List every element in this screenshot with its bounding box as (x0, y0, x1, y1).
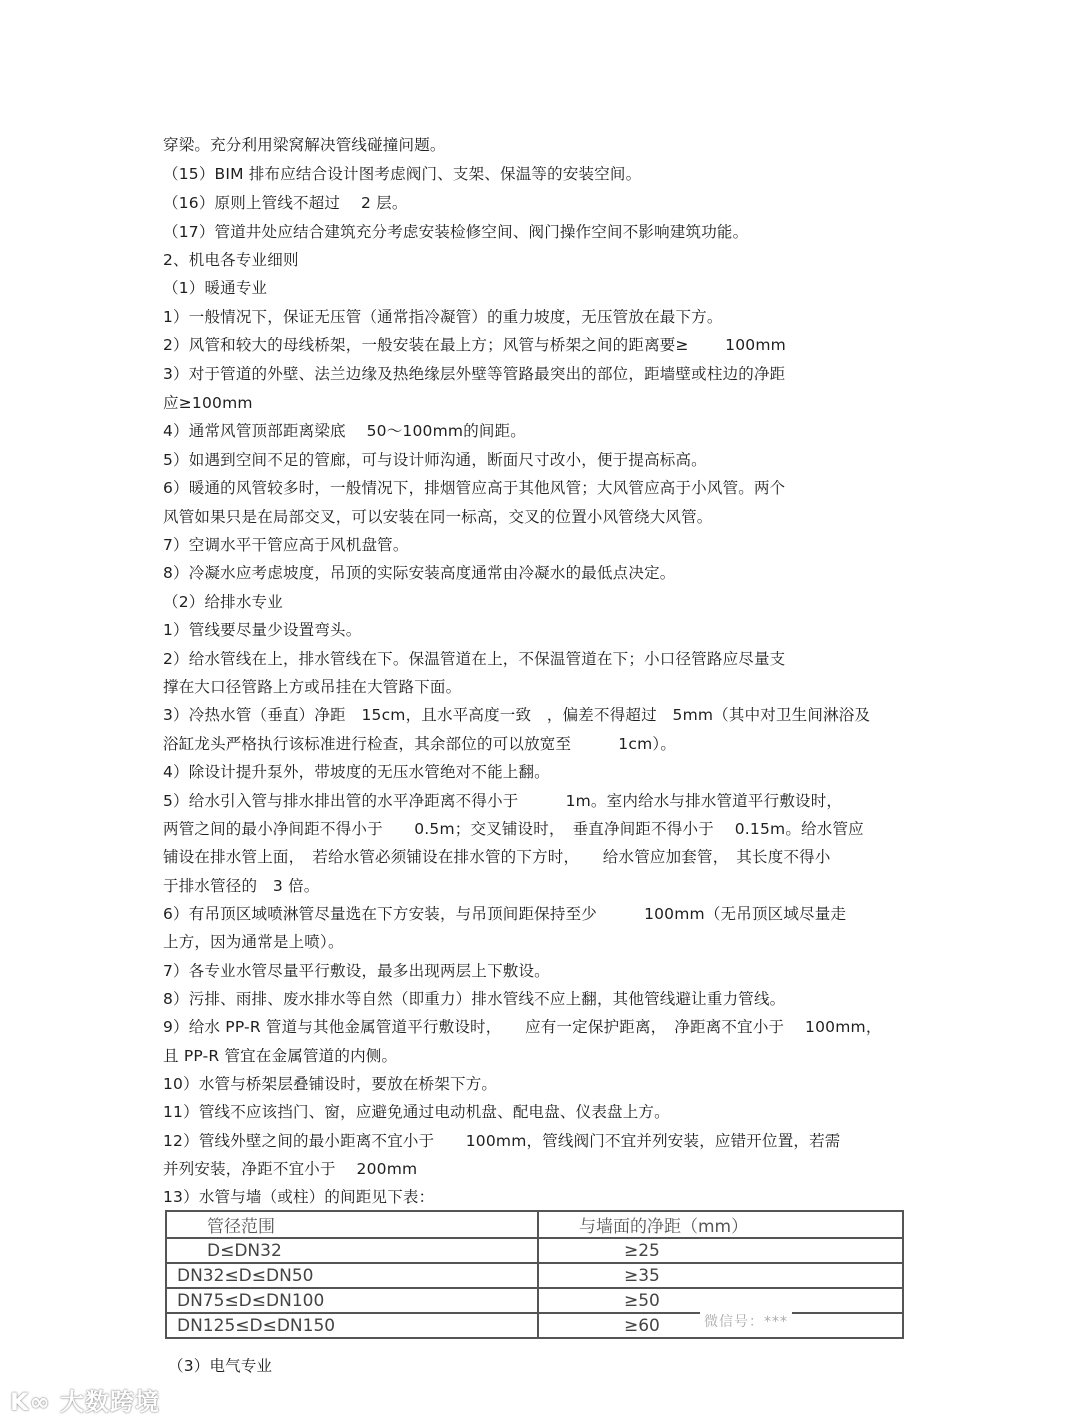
text-line: 且 PP-R 管宜在金属管道的内侧。 (163, 1047, 398, 1065)
text-line: 7）空调水平干管应高于风机盘管。 (163, 536, 409, 554)
text-line: 应≥100mm (163, 394, 253, 412)
text-line: 4）除设计提升泵外，带坡度的无压水管绝对不能上翻。 (163, 763, 550, 781)
text-line: 撑在大口径管路上方或吊挂在大管路下面。 (163, 678, 462, 696)
cell-range: D≤DN32 (166, 1238, 538, 1263)
cell-clearance: ≥35 (538, 1263, 903, 1288)
table-header-row (166, 1211, 903, 1238)
text-line: 4）通常风管顶部距离梁底 50～100mm的间距。 (163, 422, 526, 440)
text-line: 两管之间的最小净间距不得小于 0.5m；交叉铺设时， 垂直净间距不得小于 0.15m。给水管应 (163, 820, 864, 838)
cell-range: DN32≤D≤DN50 (166, 1263, 538, 1288)
text-line: 5）如遇到空间不足的管廊，可与设计师沟通，断面尺寸改小，便于提高标高。 (163, 451, 707, 469)
cell-range: DN125≤D≤DN150 (166, 1313, 538, 1338)
text-line: 2）风管和较大的母线桥架，一般安装在最上方；风管与桥架之间的距离要≥ 100mm (163, 336, 786, 354)
text-line: 11）管线不应该挡门、窗，应避免通过电动机盘、配电盘、仪表盘上方。 (163, 1103, 670, 1121)
text-line: 1）一般情况下，保证无压管（通常指冷凝管）的重力坡度，无压管放在最下方。 (163, 308, 723, 326)
text-line: 风管如果只是在局部交叉，可以安装在同一标高，交叉的位置小风管绕大风管。 (163, 508, 713, 526)
wechat-watermark: 微信号：*** (700, 1311, 792, 1331)
table-row (166, 1288, 903, 1313)
cell-clearance: ≥60 (538, 1313, 903, 1338)
text-line: （16）原则上管线不超过 2 层。 (163, 194, 408, 212)
cell-clearance: ≥50 (538, 1288, 903, 1313)
table-row (166, 1313, 903, 1338)
text-line: （2）给排水专业 (163, 593, 283, 611)
text-line: 于排水管径的 3 倍。 (163, 877, 320, 895)
header-pipe-diameter-range: 管径范围 (166, 1211, 538, 1238)
text-line: 8）冷凝水应考虑坡度，吊顶的实际安装高度通常由冷凝水的最低点决定。 (163, 564, 676, 582)
table-row (166, 1238, 903, 1263)
text-line: 7）各专业水管尽量平行敷设，最多出现两层上下敷设。 (163, 962, 550, 980)
text-line: 6）暖通的风管较多时，一般情况下，排烟管应高于其他风管；大风管应高于小风管。两个 (163, 479, 786, 497)
text-line: 铺设在排水管上面， 若给水管必须铺设在排水管的下方时， 给水管应加套管， 其长度不得小 (163, 848, 831, 866)
text-line: 8）污排、雨排、废水排水等自然（即重力）排水管线不应上翻，其他管线避让重力管线。 (163, 990, 786, 1008)
text-line: （15）BIM 排布应结合设计图考虑阀门、支架、保温等的安装空间。 (163, 165, 642, 183)
text-line: 1）管线要尽量少设置弯头。 (163, 621, 362, 639)
text-line: 13）水管与墙（或柱）的间距见下表： (163, 1188, 435, 1206)
table-row (166, 1263, 903, 1288)
section-heading-electrical: （3）电气专业 (168, 1357, 273, 1375)
text-line: （17）管道井处应结合建筑充分考虑安装检修空间、阀门操作空间不影响建筑功能。 (163, 223, 749, 241)
cell-clearance: ≥25 (538, 1238, 903, 1263)
text-line: 9）给水 PP-R 管道与其他金属管道平行敷设时， 应有一定保护距离， 净距离不宜小于 100mm， (163, 1018, 882, 1036)
corner-watermark-logo (10, 1382, 160, 1417)
text-line: 2）给水管线在上，排水管线在下。保温管道在上，不保温管道在下；小口径管路应尽量支 (163, 650, 786, 668)
pipe-wall-spacing-table (165, 1210, 904, 1339)
text-line: 穿梁。充分利用梁窝解决管线碰撞问题。 (163, 136, 446, 154)
text-line: 3）对于管道的外壁、法兰边缘及热绝缘层外壁等管路最突出的部位，距墙壁或柱边的净距 (163, 365, 786, 383)
text-line: 3）冷热水管（垂直）净距 15cm，且水平高度一致 ，偏差不得超过 5mm（其中对卫生间淋浴及 (163, 706, 871, 724)
text-line: 上方，因为通常是上喷）。 (163, 933, 344, 951)
text-line: （1）暖通专业 (163, 279, 268, 297)
text-line: 12）管线外壁之间的最小距离不宜小于 100mm，管线阀门不宜并列安装，应错开位置，若需 (163, 1132, 841, 1150)
cell-range: DN75≤D≤DN100 (166, 1288, 538, 1313)
text-line: 并列安装，净距不宜小于 200mm (163, 1160, 418, 1178)
watermark-text: 大数跨境 (59, 1388, 160, 1416)
text-line: 10）水管与桥架层叠铺设时，要放在桥架下方。 (163, 1075, 498, 1093)
text-line: 2、机电各专业细则 (163, 251, 299, 269)
logo-icon: K∞ (10, 1388, 60, 1416)
text-line: 浴缸龙头严格执行该标准进行检查，其余部位的可以放宽至 1cm）。 (163, 735, 677, 753)
header-wall-clearance: 与墙面的净距（mm） (538, 1211, 903, 1238)
text-line: 5）给水引入管与排水排出管的水平净距离不得小于 1m。室内给水与排水管道平行敷设时， (163, 792, 843, 810)
text-line: 6）有吊顶区域喷淋管尽量选在下方安装，与吊顶间距保持至少 100mm（无吊顶区域尽量走 (163, 905, 847, 923)
